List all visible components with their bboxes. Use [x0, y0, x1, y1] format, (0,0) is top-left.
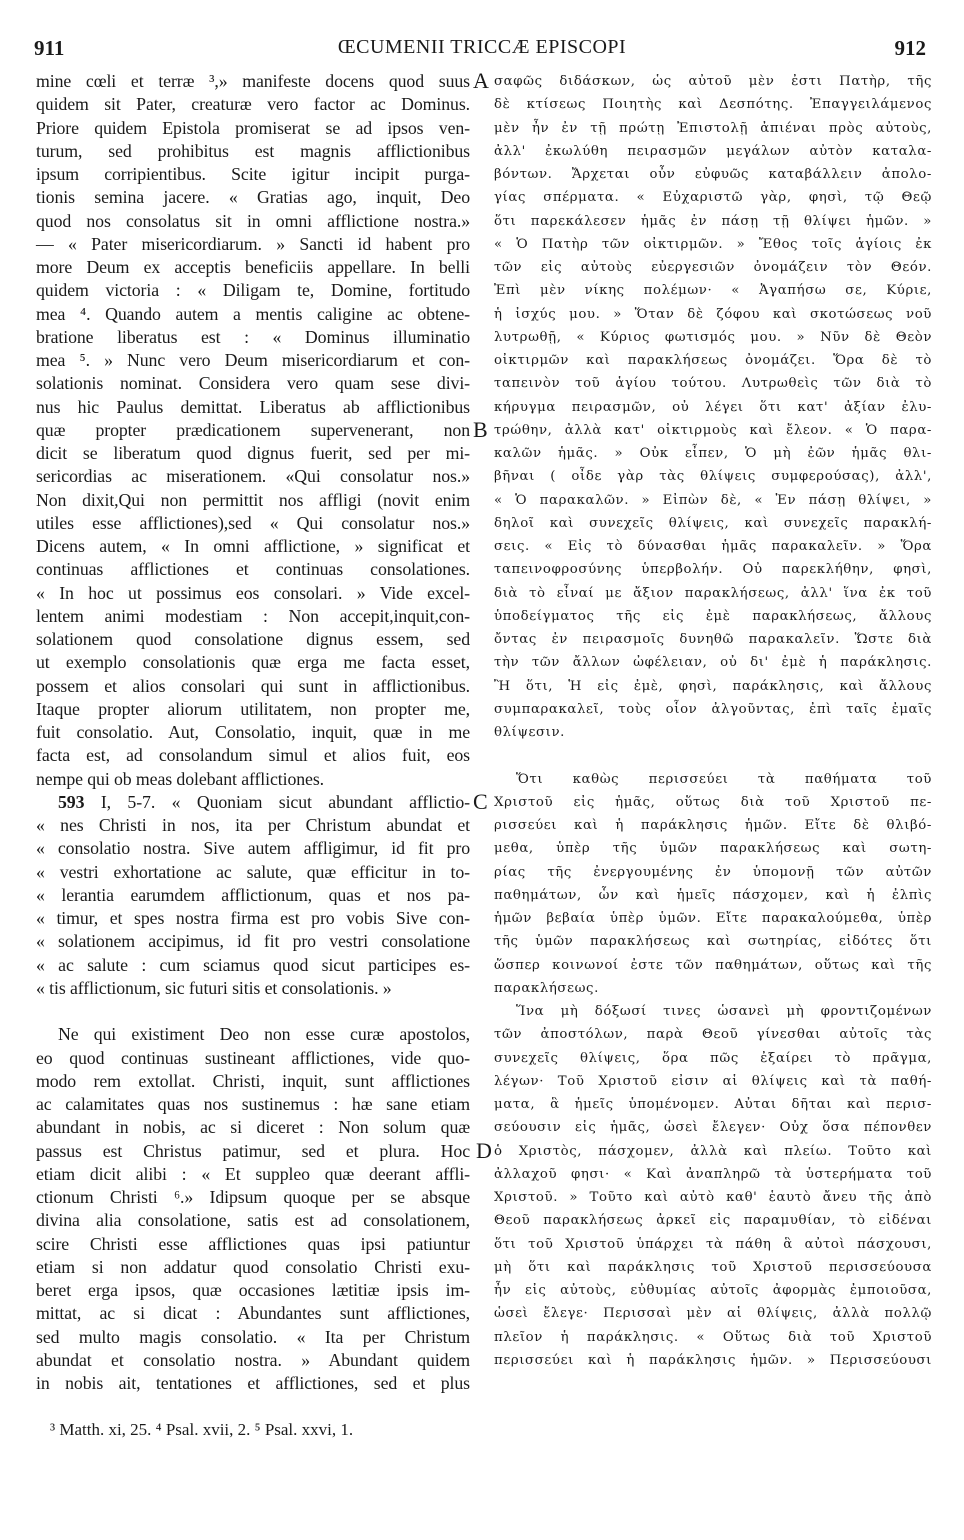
latin-line: abundat et consolatio nostra. » Abundant quidem — [36, 1349, 470, 1370]
footnotes: ³ Matth. xi, 25. ⁴ Psal. xvii, 2. ⁵ Psal. xxvi, 1. — [50, 1420, 354, 1439]
latin-line: Priore quidem Epistola promiserat se ad ipsos ven- — [36, 117, 470, 138]
latin-line: ipsum corripientibus. Scite igitur incipit purga- — [36, 164, 470, 184]
latin-line: fuit consolatio. Aut, Consolatio, inquit, quæ in me — [36, 722, 470, 742]
greek-line: περισσεύει καὶ ἡ παράκλησις ἡμῶν. » Περισσεύουσι — [494, 1352, 932, 1368]
greek-line: ματα, ἃ ἡμεῖς ὑπομένομεν. Αὐται δῆται καὶ περισ- — [494, 1097, 932, 1112]
latin-line: Non dixit,Qui non permittit nos affligi (novit enim — [36, 489, 470, 510]
greek-line: Θεοῦ παρακλήσεως ἀρκεῖ εἰς παραμυθίαν, τὸ εἰδέναι — [494, 1213, 932, 1229]
greek-line: μὲν ἦν ἐν τῇ πρώτῃ Ἐπιστολῇ ἀπιέναι πρὸς αὐτοὺς, — [494, 120, 932, 136]
section-marker-c: C — [473, 789, 488, 814]
latin-line: quod nos consolatus sit in omni afflictione nostra.» — [36, 210, 470, 231]
latin-line: modo rem extollat. Christi, inquit, sunt afflictiones — [36, 1070, 470, 1091]
latin-line: tionis semina jacere. « Gratias ago, inquit, Deo — [36, 187, 470, 208]
latin-verse-line: « tis afflictionum, sic futuri sitis et consolationis. » — [36, 977, 392, 998]
latin-verse-line: « nes Christi in nos, ita per Christum abundat et — [36, 815, 470, 835]
greek-line: μεθα, ὑπὲρ τῆς ὑμῶν παρακλήσεως καὶ σωτη- — [494, 841, 932, 857]
latin-line: nus hic Paulus demittat. Liberatus ab afflictionibus — [36, 396, 470, 417]
page-number-right: 912 — [894, 36, 926, 60]
latin-line: mea ⁴. Quando autem a mentis caligine ac obtene- — [36, 303, 470, 324]
greek-line: παθημάτων, ὧν καὶ ἡμεῖς πάσχομεν, καὶ ἡ ἐλπὶς — [494, 887, 932, 903]
greek-line: ὥσπερ κοινωνοί ἐστε τῶν παθημάτων, οὕτως καὶ τῆς — [494, 957, 932, 973]
greek-line: βόντων. Ἄρχεται οὖν εὐφυῶς καταβάλλειν ἀπολο- — [494, 167, 932, 182]
greek-line: Χριστοῦ εἰς ἡμᾶς, οὕτως διὰ τοῦ Χριστοῦ πε- — [494, 794, 932, 810]
latin-line: « In hoc ut possimus eos consolari. » Vide excel- — [36, 582, 470, 603]
latin-line: quidem sit Pater, creaturæ vero factor ac Dominus. — [36, 94, 470, 115]
greek-line: τῶν εἰς αὐτοὺς εὐεργεσιῶν ὀνομάζειν τὸν Θεόν. — [494, 260, 932, 275]
greek-line: σεύουσιν εἰς ἡμᾶς, ὡσεὶ ἔλεγεν· Οὐχ ὅσα πέπονθεν — [494, 1120, 932, 1136]
greek-line: ἀλλ' ἐκωλύθη πειρασμῶν μεγάλων αὐτὸν καταλα- — [494, 143, 932, 159]
latin-line: solationis nominat. Considera vero quam sese divi- — [36, 373, 470, 394]
latin-line: turum, sed prohibitus est magnis afflictionibus — [36, 140, 470, 161]
latin-verse-line: « consolatio nostra. Sive autem affligimur, id fit pro — [36, 838, 470, 859]
greek-line: Ἵνα μὴ δόξωσί τινες ὡσανεὶ μὴ φροντιζομένων — [516, 1004, 932, 1019]
latin-column — [36, 70, 470, 1395]
latin-line: divina alia consolatione, satis est ad consolationem, — [36, 1210, 470, 1231]
greek-column — [494, 70, 932, 1372]
latin-line: mittat, ac si dicat : Abundantes sunt afflictiones, — [36, 1303, 470, 1324]
section-marker-d: D — [476, 1138, 492, 1163]
latin-line: etiam si non addatur quod consolatio Christi exu- — [36, 1256, 470, 1277]
latin-line: ctionum Christi ⁶.» Idipsum quoque per se absque — [36, 1187, 470, 1207]
greek-line: ὁ Χριστὸς, πάσχομεν, ἀλλὰ καὶ πλείω. Τοῦτο καὶ — [494, 1143, 932, 1159]
greek-line: « Ὁ Πατὴρ τῶν οἰκτιρμῶν. » Ἔθος τοῖς ἁγίοις ἐκ — [494, 236, 932, 252]
latin-line: more Deum ex acceptis beneficiis appellare. In belli — [36, 257, 470, 277]
greek-line: δὲ κτίσεως Ποιητὴς καὶ Δεσπότης. Ἐπαγγειλάμενος — [494, 97, 932, 113]
greek-line: συνεχεῖς θλίψεις, ὅρα πῶς ἐξαίρει τὸ πρᾶγμα, — [494, 1050, 932, 1066]
running-title: ŒCUMENII TRICCÆ EPISCOPI — [337, 36, 627, 58]
latin-line: — « Pater misericordiarum. » Sancti id habent pro — [36, 233, 470, 254]
latin-verse-line: « vestri exhortatione ac salute, quæ efficitur in to- — [36, 861, 470, 882]
latin-line: Itaque propter aliorum utilitatem, non propter me, — [36, 698, 470, 719]
greek-line: ταπεινὸν τοῦ ἁγίου τούτου. Λυτρωθεὶς τῶν διὰ τὸ — [494, 376, 932, 392]
latin-line: Dicens autem, « In omni afflictione, » significat et — [36, 536, 470, 556]
latin-line: solationem quod consolatione dignus essem, sed — [36, 629, 470, 649]
latin-line: abundant in nobis, ac si diceret : Non solum quæ — [36, 1117, 470, 1138]
latin-line: mine cœli et terræ ³,» manifeste docens quod suus — [36, 71, 470, 91]
latin-line: bratione liberatus est : « Dominus illuminatio — [36, 326, 470, 347]
greek-line: Ἢ ὅτι, Ἡ εἰς ἐμὲ, φησὶ, παράκλησις, καὶ ἄλλους — [494, 678, 932, 694]
greek-line: τῆς ὑμῶν παρακλήσεως καὶ σωτηρίας, εἰδότες ὅτι — [494, 934, 932, 950]
page-header — [30, 36, 934, 66]
greek-line: ταπεινοφροσύνης ὑπερβολήν. Οὐ παρεκλήθην, φησὶ, — [494, 562, 932, 578]
greek-line: πλεῖον ἡ παράκλησις. « Οὕτως διὰ τοῦ Χριστοῦ — [494, 1329, 932, 1345]
greek-line: ὑποδείγματος τῆς εἰς ἐμὲ παρακλήσεως, ἄλλους — [494, 608, 932, 624]
page-number-left: 911 — [34, 36, 65, 60]
latin-line: beret erga ipsos, quæ occasiones lætitiæ ipsis im- — [36, 1280, 470, 1300]
greek-line: καλῶν ἡμᾶς. » Οὐκ εἶπεν, Ὁ μὴ ἐῶν ἡμᾶς θλι- — [494, 446, 932, 461]
greek-line: θλίψεσιν. — [494, 725, 565, 740]
greek-line: ρισσεύει καὶ ἡ παράκλησις ἡμῶν. Εἴτε δὲ θλιβό- — [494, 818, 932, 833]
greek-line: κήρυγμα πειρασμῶν, οὐ λέγει ὅτι κατ' ἀξίαν ἐλυ- — [494, 399, 932, 415]
greek-line: συμπαρακαλεῖ, τοὺς οἷον ἀλγοῦντας, ἐπὶ ταῖς ἐμαῖς — [494, 701, 932, 717]
latin-line: ut exemplo consolationis quæ erga me facta esset, — [36, 652, 470, 673]
greek-line: διὰ τὸ εἶναί με ἄξιον παρακλήσεως, ἀλλ' ἵνα ἐκ τοῦ — [494, 585, 932, 601]
greek-line: ἦν εἰς αὐτοὺς, εὐθυμίας αὐτοῖς ἀφορμὰς ἐμποιοῦσα, — [494, 1283, 932, 1298]
latin-line: etiam dicit alibi : « Et suppleo quæ deerant affli- — [36, 1163, 470, 1184]
latin-line: eo quod continuas sustineant afflictiones, vide quo- — [36, 1047, 470, 1068]
latin-line: passus est Christus patimur, sed et plura. Hoc — [36, 1140, 470, 1161]
greek-line: μὴ ὅτι καὶ παράκλησις τοῦ Χριστοῦ περισσεύουσα — [494, 1259, 932, 1275]
verse-reference: I, 5-7. « Quoniam sicut abundant afflictio- — [84, 791, 470, 812]
latin-line: sericordias ac miserationem. «Qui consolatur nos.» — [36, 466, 470, 487]
latin-line: in nobis ait, tentationes et afflictiones, sed et plus — [36, 1373, 470, 1393]
column-number-593: 593 — [58, 791, 85, 812]
greek-line: βῆναι ( οἶδε γὰρ τὰς θλίψεις συμφερούσας), ἀλλ', — [494, 469, 932, 485]
greek-line: λυτρωθῇ, « Κύριος φωτισμός μου. » Νῦν δὲ Θεὸν — [494, 329, 932, 345]
greek-line: τὴν τῶν ἄλλων ὠφέλειαν, οὐ δι' ἐμὲ ἡ παράκλησις. — [494, 655, 932, 671]
latin-line: facta est, ad consolandum simul et alios fuit, eos — [36, 745, 470, 766]
latin-line: dicit se liberatum quod dignus fuerit, sed per mi- — [36, 443, 470, 463]
greek-line: τρώθην, ἀλλὰ κατ' οἰκτιρμοὺς καὶ ἔλεον. « Ὁ παρα- — [494, 422, 932, 438]
latin-line: nempe qui ob meas dolebant afflictiones. — [36, 768, 324, 789]
latin-line: continuas afflictiones et continuas consolationes. — [36, 559, 470, 580]
greek-line: οἰκτιρμῶν καὶ παρακλήσεως ὀνομάζει. Ὅρα δὲ τὸ — [494, 353, 932, 368]
latin-verse-line: « solationem accipimus, id fit pro vestri consolatione — [36, 931, 470, 952]
greek-line: γίας σπέρματα. « Εὐχαριστῶ γὰρ, φησὶ, τῷ Θεῷ — [494, 190, 932, 206]
latin-line: sed multo magis consolatio. « Ita per Christum — [36, 1326, 470, 1347]
greek-line: Ὅτι καθὼς περισσεύει τὰ παθήματα τοῦ — [516, 771, 932, 787]
section-marker-b: B — [473, 417, 488, 442]
greek-line: ἡμῶν βεβαία ὑπὲρ ὑμῶν. Εἴτε παρακαλούμεθα, ὑπὲρ — [494, 911, 932, 926]
greek-line: δηλοῖ καὶ συνεχεῖς θλίψεις, καὶ συνεχεῖς παρακλή- — [494, 515, 932, 531]
greek-line: ἡ ἰσχύς μου. » Ὅταν δὲ ζόφου καὶ σκοτώσεως νοῦ — [494, 306, 932, 322]
greek-line: « Ὁ παρακαλῶν. » Εἰπὼν δὲ, « Ἐν πάσῃ θλίψει, » — [494, 492, 932, 508]
greek-line: Χριστοῦ. » Τοῦτο καὶ αὐτὸ καθ' ἑαυτὸ ἄνευ τῆς ἀπὸ — [494, 1190, 932, 1205]
latin-line: utiles esse afflictiones),sed « Qui consolatur nos.» — [36, 512, 470, 533]
latin-line: Ne qui existiment Deo non esse curæ apostolos, — [58, 1024, 470, 1045]
section-marker-a: A — [473, 68, 489, 93]
latin-verse-line: « lerantia earumdem afflictionum, quas et nos pa- — [36, 884, 470, 905]
greek-line: ἀλλαχοῦ φησι· « Καὶ ἀναπληρῶ τὰ ὑστερήματα τοῦ — [494, 1166, 932, 1182]
greek-line: παρακλήσεως. — [494, 980, 599, 996]
verse-heading — [36, 791, 470, 814]
greek-line: ὅτι παρεκάλεσεν ἡμᾶς ἐν πάσῃ τῇ θλίψει ἡμῶν. » — [494, 213, 932, 229]
greek-line: ὡσεὶ ἔλεγε· Περισσαὶ μὲν αἱ θλίψεις, ἀλλὰ πολλῷ — [494, 1306, 932, 1322]
latin-line: quæ propter prædicationem supervenerant, non — [36, 419, 470, 440]
latin-line: ac calamitates quas nos sustinemus : hæ sane etiam — [36, 1094, 470, 1114]
latin-line: possem et alios consolari qui sunt in afflictionibus. — [36, 675, 470, 696]
greek-line: ρίας τῆς ἐνεργουμένης ἐν ὑπομονῇ τῶν αὐτῶν — [494, 864, 932, 880]
greek-line: σαφῶς διδάσκων, ὡς αὐτοῦ μὲν ἐστι Πατὴρ, τῆς — [494, 74, 932, 89]
greek-line: Ἐπὶ μὲν νίκης πολέμων· « Ἀγαπήσω σε, Κύριε, — [494, 283, 932, 299]
greek-line: ὅτι τοῦ Χριστοῦ ὑπάρχει τὰ πάθη ἃ αὐτοὶ πάσχουσι, — [494, 1236, 932, 1252]
latin-line: quidem victoria : « Diligam te, Domine, fortitudo — [36, 280, 470, 301]
latin-line: mea ⁵. » Nunc vero Deum misericordiarum et con- — [36, 350, 470, 370]
latin-verse-line: « timur, et spes nostra firma est pro vobis Sive con- — [36, 908, 470, 928]
latin-line: lentem animi modestiam : Non accepit,inquit,con- — [36, 605, 470, 626]
greek-line: σεις. « Εἰς τὸ δύνασθαι ἡμᾶς παρακαλεῖν. » Ὅρα — [494, 539, 932, 554]
greek-line: λέγων· Τοῦ Χριστοῦ εἰσιν αἱ θλίψεις καὶ τὰ παθή- — [494, 1073, 932, 1089]
greek-line: ὄντας ἐν πειρασμοῖς δυνηθῶ παρακαλεῖν. Ὥστε διὰ — [494, 632, 932, 647]
latin-line: scire Christi esse afflictiones quas ipsi patiuntur — [36, 1233, 470, 1254]
greek-line: τῶν ἀποστόλων, παρὰ Θεοῦ γίνεσθαι αὐτοῖς τὰς — [494, 1027, 932, 1043]
latin-verse-line: « ac salute : cum sciamus quod sicut participes es- — [36, 954, 470, 975]
